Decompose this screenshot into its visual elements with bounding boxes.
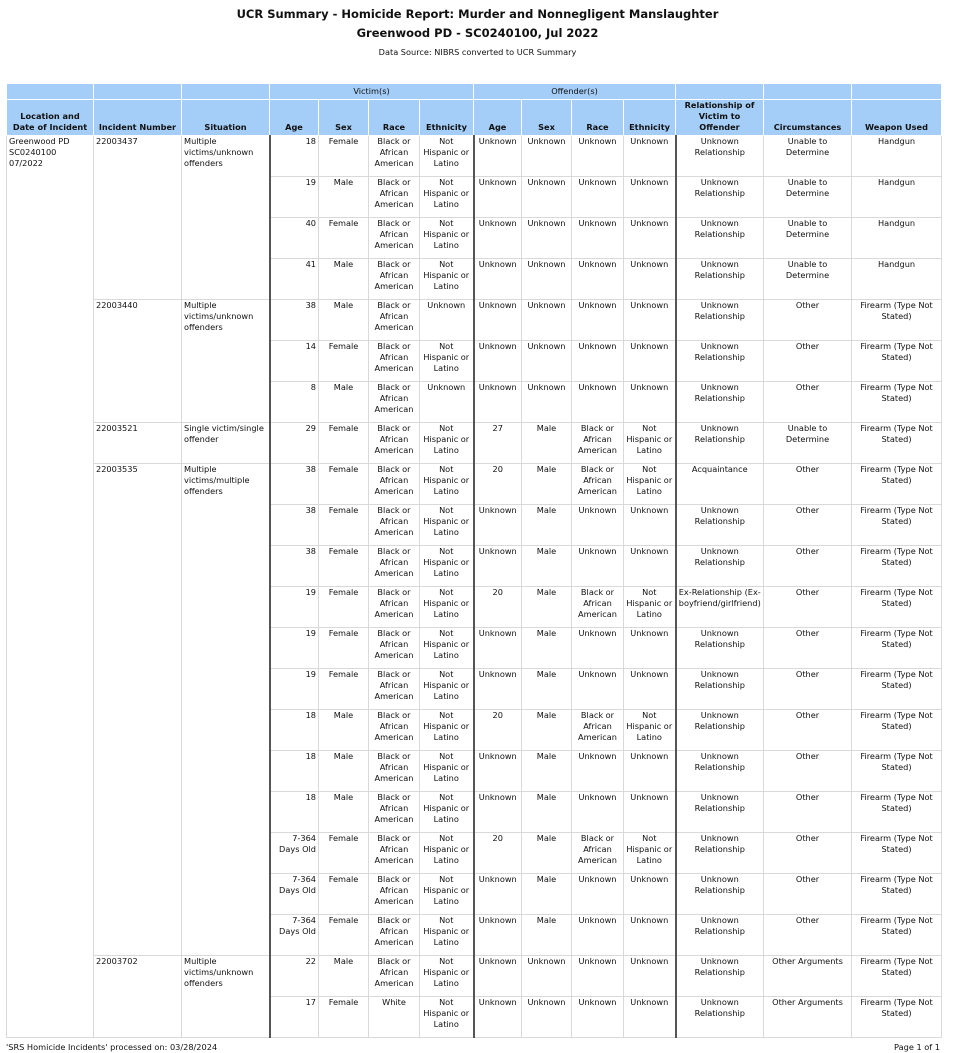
victim-race: Black or African American: [369, 217, 420, 258]
relationship: Unknown Relationship: [676, 545, 764, 586]
victim-race: Black or African American: [369, 422, 420, 463]
offender-age: Unknown: [474, 258, 522, 299]
victim-age: 41: [270, 258, 319, 299]
weapon: Handgun: [852, 258, 942, 299]
relationship: Unknown Relationship: [676, 299, 764, 340]
weapon: Firearm (Type Not Stated): [852, 914, 942, 955]
victim-ethnicity: Not Hispanic or Latino: [420, 176, 474, 217]
offender-ethnicity: Unknown: [624, 873, 676, 914]
victim-race: Black or African American: [369, 955, 420, 996]
offender-race: Black or African American: [572, 463, 624, 504]
victim-race: Black or African American: [369, 504, 420, 545]
weapon: Firearm (Type Not Stated): [852, 340, 942, 381]
relationship: Unknown Relationship: [676, 668, 764, 709]
offender-age: Unknown: [474, 135, 522, 176]
offender-ethnicity: Not Hispanic or Latino: [624, 422, 676, 463]
victim-sex: Male: [319, 258, 369, 299]
offender-race: Unknown: [572, 996, 624, 1037]
relationship: Unknown Relationship: [676, 381, 764, 422]
victim-sex: Female: [319, 832, 369, 873]
offender-race-header: Race: [572, 100, 624, 136]
victim-race: Black or African American: [369, 914, 420, 955]
victim-sex: Male: [319, 791, 369, 832]
offender-sex: Unknown: [522, 299, 572, 340]
circumstances: Other: [764, 750, 852, 791]
victim-sex: Male: [319, 381, 369, 422]
processed-footer: 'SRS Homicide Incidents' processed on: 03/28/2024: [6, 1042, 218, 1052]
offender-sex: Unknown: [522, 135, 572, 176]
victim-ethnicity: Not Hispanic or Latino: [420, 340, 474, 381]
victim-sex: Female: [319, 996, 369, 1037]
victim-ethnicity: Not Hispanic or Latino: [420, 832, 474, 873]
relationship: Acquaintance: [676, 463, 764, 504]
victim-race: Black or African American: [369, 586, 420, 627]
offender-age: Unknown: [474, 668, 522, 709]
offender-ethnicity: Unknown: [624, 955, 676, 996]
offender-ethnicity: Unknown: [624, 217, 676, 258]
offender-age: 20: [474, 586, 522, 627]
offender-ethnicity: Unknown: [624, 258, 676, 299]
incident-number: 22003440: [94, 299, 182, 422]
offender-ethnicity: Unknown: [624, 381, 676, 422]
victim-ethnicity: Not Hispanic or Latino: [420, 668, 474, 709]
situation: Multiple victims/unknown offenders: [182, 135, 270, 299]
relationship: Unknown Relationship: [676, 996, 764, 1037]
victim-ethnicity: Not Hispanic or Latino: [420, 463, 474, 504]
offender-age: Unknown: [474, 791, 522, 832]
victim-sex: Female: [319, 422, 369, 463]
victim-age: 7-364 Days Old: [270, 914, 319, 955]
weapon: Firearm (Type Not Stated): [852, 381, 942, 422]
page-number: Page 1 of 1: [894, 1042, 940, 1052]
relationship: Unknown Relationship: [676, 176, 764, 217]
offender-sex-header: Sex: [522, 100, 572, 136]
offender-sex: Male: [522, 586, 572, 627]
offender-sex: Male: [522, 873, 572, 914]
offender-age: Unknown: [474, 627, 522, 668]
offender-race: Unknown: [572, 668, 624, 709]
offender-race: Black or African American: [572, 422, 624, 463]
victim-race-header: Race: [369, 100, 420, 136]
offender-race: Unknown: [572, 381, 624, 422]
incident-number: 22003521: [94, 422, 182, 463]
victim-race: Black or African American: [369, 668, 420, 709]
offender-race: Unknown: [572, 750, 624, 791]
victim-ethnicity: Unknown: [420, 381, 474, 422]
offender-race: Unknown: [572, 873, 624, 914]
circumstances: Other: [764, 709, 852, 750]
offender-race: Unknown: [572, 135, 624, 176]
offender-sex: Male: [522, 750, 572, 791]
situation: Multiple victims/unknown offenders: [182, 299, 270, 422]
table-row: [7, 422, 942, 463]
circumstances: Other: [764, 340, 852, 381]
offender-race: Unknown: [572, 217, 624, 258]
victim-race: Black or African American: [369, 135, 420, 176]
victim-age: 19: [270, 627, 319, 668]
offender-ethnicity: Unknown: [624, 545, 676, 586]
victim-ethnicity: Not Hispanic or Latino: [420, 750, 474, 791]
victim-age: 19: [270, 586, 319, 627]
offender-sex: Male: [522, 709, 572, 750]
victim-race: White: [369, 996, 420, 1037]
offender-sex: Unknown: [522, 217, 572, 258]
victim-age: 7-364 Days Old: [270, 873, 319, 914]
offender-ethnicity: Unknown: [624, 668, 676, 709]
victim-sex: Male: [319, 709, 369, 750]
circumstances: Other: [764, 586, 852, 627]
relationship: Unknown Relationship: [676, 709, 764, 750]
offender-sex: Unknown: [522, 176, 572, 217]
victim-race: Black or African American: [369, 832, 420, 873]
header-spacer: [94, 84, 182, 100]
victim-ethnicity: Not Hispanic or Latino: [420, 422, 474, 463]
victim-sex: Female: [319, 545, 369, 586]
offender-sex: Male: [522, 422, 572, 463]
offender-sex: Unknown: [522, 996, 572, 1037]
circumstances: Other: [764, 381, 852, 422]
relationship: Unknown Relationship: [676, 217, 764, 258]
offender-age: Unknown: [474, 873, 522, 914]
weapon: Firearm (Type Not Stated): [852, 627, 942, 668]
victim-sex: Female: [319, 217, 369, 258]
offender-ethnicity: Unknown: [624, 914, 676, 955]
relationship: Unknown Relationship: [676, 504, 764, 545]
offender-sex: Unknown: [522, 258, 572, 299]
situation: Multiple victims/multiple offenders: [182, 463, 270, 955]
victim-race: Black or African American: [369, 873, 420, 914]
offender-race: Unknown: [572, 545, 624, 586]
victim-age: 38: [270, 545, 319, 586]
victim-sex: Female: [319, 668, 369, 709]
victim-ethnicity: Not Hispanic or Latino: [420, 135, 474, 176]
circumstances: Unable to Determine: [764, 217, 852, 258]
offender-age: Unknown: [474, 750, 522, 791]
offender-race: Unknown: [572, 914, 624, 955]
circumstances: Unable to Determine: [764, 176, 852, 217]
victim-age: 7-364 Days Old: [270, 832, 319, 873]
offender-age: 27: [474, 422, 522, 463]
offender-race: Black or African American: [572, 832, 624, 873]
data-source-line: Data Source: NIBRS converted to UCR Summary: [378, 47, 577, 57]
weapon-header: Weapon Used: [852, 100, 942, 136]
offender-sex: Unknown: [522, 381, 572, 422]
victim-age-header: Age: [270, 100, 319, 136]
offender-ethnicity: Not Hispanic or Latino: [624, 832, 676, 873]
table-row: [7, 299, 942, 340]
weapon: Firearm (Type Not Stated): [852, 750, 942, 791]
offender-ethnicity: Unknown: [624, 176, 676, 217]
weapon: Firearm (Type Not Stated): [852, 955, 942, 996]
offender-age: Unknown: [474, 381, 522, 422]
victim-ethnicity: Not Hispanic or Latino: [420, 873, 474, 914]
offender-sex: Male: [522, 627, 572, 668]
circumstances: Unable to Determine: [764, 422, 852, 463]
victim-ethnicity-header: Ethnicity: [420, 100, 474, 136]
victim-sex: Female: [319, 504, 369, 545]
victim-sex: Female: [319, 873, 369, 914]
victim-sex: Female: [319, 586, 369, 627]
circumstances: Other: [764, 791, 852, 832]
circumstances: Other: [764, 627, 852, 668]
circumstances: Other: [764, 504, 852, 545]
offender-race: Unknown: [572, 627, 624, 668]
offender-sex: Male: [522, 914, 572, 955]
incident-number: 22003702: [94, 955, 182, 1037]
offender-ethnicity: Unknown: [624, 340, 676, 381]
offender-age: Unknown: [474, 955, 522, 996]
homicide-table: [6, 83, 942, 1038]
victim-race: Black or African American: [369, 545, 420, 586]
victim-ethnicity: Not Hispanic or Latino: [420, 791, 474, 832]
circumstances: Other: [764, 668, 852, 709]
offender-sex: Male: [522, 791, 572, 832]
circumstances: Other: [764, 914, 852, 955]
relationship: Ex-Relationship (Ex-boyfriend/girlfriend): [676, 586, 764, 627]
offender-ethnicity: Unknown: [624, 750, 676, 791]
offender-sex: Male: [522, 832, 572, 873]
victim-ethnicity: Not Hispanic or Latino: [420, 914, 474, 955]
relationship: Unknown Relationship: [676, 340, 764, 381]
offender-age: Unknown: [474, 217, 522, 258]
circumstances: Other: [764, 832, 852, 873]
relationship: Unknown Relationship: [676, 258, 764, 299]
victim-age: 29: [270, 422, 319, 463]
victim-sex-header: Sex: [319, 100, 369, 136]
victim-ethnicity: Not Hispanic or Latino: [420, 586, 474, 627]
offender-ethnicity: Unknown: [624, 299, 676, 340]
victim-race: Black or African American: [369, 709, 420, 750]
offender-ethnicity: Unknown: [624, 627, 676, 668]
victim-age: 18: [270, 750, 319, 791]
weapon: Firearm (Type Not Stated): [852, 422, 942, 463]
table-body: [7, 135, 942, 1037]
offender-race: Black or African American: [572, 586, 624, 627]
relationship: Unknown Relationship: [676, 873, 764, 914]
circumstances: Other: [764, 463, 852, 504]
victim-race: Black or African American: [369, 258, 420, 299]
incident-number-header: Incident Number: [94, 100, 182, 136]
offender-age: 20: [474, 832, 522, 873]
victim-age: 18: [270, 709, 319, 750]
header-spacer: [7, 84, 94, 100]
offender-sex: Unknown: [522, 955, 572, 996]
weapon: Firearm (Type Not Stated): [852, 996, 942, 1037]
victim-race: Black or African American: [369, 176, 420, 217]
offender-race: Unknown: [572, 258, 624, 299]
relationship-header: Relationship of Victim to Offender: [676, 100, 764, 136]
situation-header: Situation: [182, 100, 270, 136]
victim-age: 38: [270, 299, 319, 340]
offender-ethnicity: Not Hispanic or Latino: [624, 709, 676, 750]
weapon: Firearm (Type Not Stated): [852, 873, 942, 914]
location-cell: Greenwood PD SC0240100 07/2022: [7, 135, 94, 1037]
weapon: Handgun: [852, 135, 942, 176]
victim-age: 18: [270, 791, 319, 832]
situation: Multiple victims/unknown offenders: [182, 955, 270, 1037]
weapon: Firearm (Type Not Stated): [852, 504, 942, 545]
weapon: Handgun: [852, 176, 942, 217]
relationship: Unknown Relationship: [676, 832, 764, 873]
offender-ethnicity-header: Ethnicity: [624, 100, 676, 136]
victim-age: 19: [270, 668, 319, 709]
situation: Single victim/single offender: [182, 422, 270, 463]
victim-age: 14: [270, 340, 319, 381]
offender-age: Unknown: [474, 176, 522, 217]
victim-ethnicity: Not Hispanic or Latino: [420, 545, 474, 586]
weapon: Firearm (Type Not Stated): [852, 545, 942, 586]
offender-age: 20: [474, 463, 522, 504]
victim-ethnicity: Not Hispanic or Latino: [420, 504, 474, 545]
weapon: Firearm (Type Not Stated): [852, 299, 942, 340]
offender-sex: Male: [522, 463, 572, 504]
header-spacer: [764, 84, 852, 100]
circumstances: Other: [764, 545, 852, 586]
weapon: Handgun: [852, 217, 942, 258]
victim-age: 38: [270, 463, 319, 504]
location-header: Location and Date of Incident: [7, 100, 94, 136]
report-title: UCR Summary - Homicide Report: Murder and Nonnegligent Manslaughter: [236, 7, 719, 21]
victim-sex: Female: [319, 627, 369, 668]
relationship: Unknown Relationship: [676, 955, 764, 996]
victims-group-header: Victim(s): [270, 84, 474, 100]
offender-sex: Male: [522, 545, 572, 586]
victim-sex: Male: [319, 299, 369, 340]
victim-race: Black or African American: [369, 340, 420, 381]
table-row: [7, 955, 942, 996]
victim-sex: Female: [319, 135, 369, 176]
relationship: Unknown Relationship: [676, 914, 764, 955]
incident-number: 22003535: [94, 463, 182, 955]
victim-age: 8: [270, 381, 319, 422]
offender-age: Unknown: [474, 996, 522, 1037]
agency-line: Greenwood PD - SC0240100, Jul 2022: [356, 26, 599, 40]
victim-race: Black or African American: [369, 299, 420, 340]
offender-age: Unknown: [474, 340, 522, 381]
weapon: Firearm (Type Not Stated): [852, 709, 942, 750]
weapon: Firearm (Type Not Stated): [852, 832, 942, 873]
circumstances-header: Circumstances: [764, 100, 852, 136]
offender-race: Unknown: [572, 955, 624, 996]
relationship: Unknown Relationship: [676, 135, 764, 176]
offender-age: Unknown: [474, 545, 522, 586]
victim-age: 17: [270, 996, 319, 1037]
offender-age: Unknown: [474, 504, 522, 545]
victim-age: 18: [270, 135, 319, 176]
victim-ethnicity: Not Hispanic or Latino: [420, 217, 474, 258]
incident-number: 22003437: [94, 135, 182, 299]
weapon: Firearm (Type Not Stated): [852, 586, 942, 627]
circumstances: Other Arguments: [764, 955, 852, 996]
victim-sex: Female: [319, 340, 369, 381]
offender-ethnicity: Unknown: [624, 504, 676, 545]
header-spacer: [852, 84, 942, 100]
victim-ethnicity: Not Hispanic or Latino: [420, 627, 474, 668]
circumstances: Other: [764, 873, 852, 914]
offender-sex: Male: [522, 504, 572, 545]
circumstances: Other: [764, 299, 852, 340]
circumstances: Other Arguments: [764, 996, 852, 1037]
offender-race: Unknown: [572, 791, 624, 832]
victim-sex: Female: [319, 914, 369, 955]
victim-race: Black or African American: [369, 463, 420, 504]
relationship: Unknown Relationship: [676, 750, 764, 791]
victim-ethnicity: Not Hispanic or Latino: [420, 258, 474, 299]
weapon: Firearm (Type Not Stated): [852, 791, 942, 832]
offender-ethnicity: Unknown: [624, 996, 676, 1037]
offenders-group-header: Offender(s): [474, 84, 676, 100]
offender-race: Unknown: [572, 299, 624, 340]
offender-sex: Unknown: [522, 340, 572, 381]
victim-sex: Male: [319, 955, 369, 996]
offender-age: 20: [474, 709, 522, 750]
offender-race: Unknown: [572, 504, 624, 545]
victim-age: 40: [270, 217, 319, 258]
victim-race: Black or African American: [369, 750, 420, 791]
relationship: Unknown Relationship: [676, 422, 764, 463]
header-spacer: [182, 84, 270, 100]
victim-age: 22: [270, 955, 319, 996]
offender-race: Unknown: [572, 340, 624, 381]
weapon: Firearm (Type Not Stated): [852, 668, 942, 709]
table-row: [7, 463, 942, 504]
offender-ethnicity: Not Hispanic or Latino: [624, 463, 676, 504]
header-spacer: [676, 84, 764, 100]
victim-ethnicity: Not Hispanic or Latino: [420, 955, 474, 996]
offender-age: Unknown: [474, 299, 522, 340]
victim-race: Black or African American: [369, 381, 420, 422]
offender-ethnicity: Unknown: [624, 791, 676, 832]
relationship: Unknown Relationship: [676, 791, 764, 832]
offender-sex: Male: [522, 668, 572, 709]
victim-sex: Male: [319, 176, 369, 217]
weapon: Firearm (Type Not Stated): [852, 463, 942, 504]
circumstances: Unable to Determine: [764, 135, 852, 176]
offender-age: Unknown: [474, 914, 522, 955]
victim-ethnicity: Unknown: [420, 299, 474, 340]
offender-race: Black or African American: [572, 709, 624, 750]
table-row: [7, 135, 942, 176]
offender-race: Unknown: [572, 176, 624, 217]
victim-age: 38: [270, 504, 319, 545]
offender-age-header: Age: [474, 100, 522, 136]
relationship: Unknown Relationship: [676, 627, 764, 668]
victim-sex: Male: [319, 750, 369, 791]
offender-ethnicity: Not Hispanic or Latino: [624, 586, 676, 627]
victim-race: Black or African American: [369, 791, 420, 832]
circumstances: Unable to Determine: [764, 258, 852, 299]
victim-race: Black or African American: [369, 627, 420, 668]
victim-age: 19: [270, 176, 319, 217]
victim-sex: Female: [319, 463, 369, 504]
victim-ethnicity: Not Hispanic or Latino: [420, 709, 474, 750]
victim-ethnicity: Not Hispanic or Latino: [420, 996, 474, 1037]
offender-ethnicity: Unknown: [624, 135, 676, 176]
